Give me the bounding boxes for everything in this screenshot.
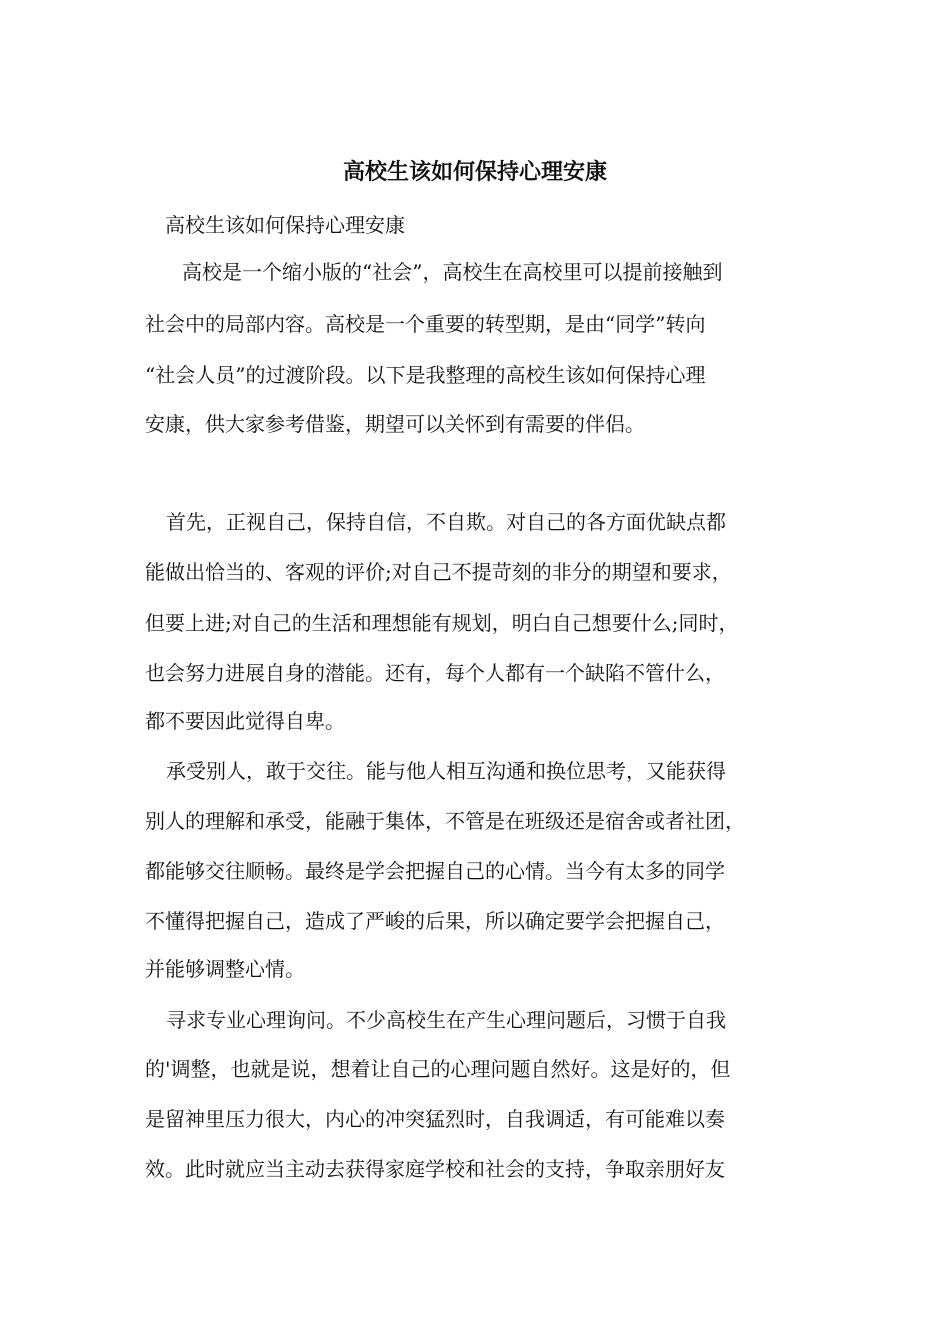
paragraph-2-line-1: 首先，正视自己，保持自信，不自欺。对自己的各方面优缺点都 [166,510,726,534]
paragraph-1-line-1: 高校是一个缩小版的“社会”，高校生在高校里可以提前接触到 [182,260,723,284]
paragraph-3-line-3: 都能够交往顺畅。最终是学会把握自己的心情。当今有太多的同学 [145,859,725,883]
paragraph-1-line-4: 安康，供大家参考借鉴，期望可以关怀到有需要的伴侣。 [145,412,645,436]
paragraph-2-line-2: 能做出恰当的、客观的评价;对自己不提苛刻的非分的期望和要求， [145,560,732,584]
document-subtitle: 高校生该如何保持心理安康 [165,213,405,237]
paragraph-1-line-3: “社会人员”的过渡阶段。以下是我整理的高校生该如何保持心理 [145,363,706,387]
paragraph-2-line-5: 都不要因此觉得自卑。 [145,709,345,733]
paragraph-2-line-3: 但要上进;对自己的生活和理想能有规划，明白自己想要什么;同时， [145,611,739,635]
paragraph-4-line-4: 效。此时就应当主动去获得家庭学校和社会的支持，争取亲朋好友 [145,1157,725,1181]
paragraph-3-line-1: 承受别人，敢于交往。能与他人相互沟通和换位思考，又能获得 [166,759,726,783]
paragraph-3-line-5: 并能够调整心情。 [145,957,305,981]
document-title: 高校生该如何保持心理安康 [342,159,607,185]
paragraph-3-line-4: 不懂得把握自己，造成了严峻的后果，所以确定要学会把握自己， [145,909,725,933]
paragraph-4-line-1: 寻求专业心理询问。不少高校生在产生心理问题后，习惯于自我 [166,1008,726,1032]
paragraph-4-line-2: 的'调整，也就是说，想着让自己的心理问题自然好。这是好的，但 [145,1057,731,1081]
paragraph-2-line-4: 也会努力进展自身的潜能。还有，每个人都有一个缺陷不管什么， [145,661,725,685]
paragraph-1-line-2: 社会中的局部内容。高校是一个重要的转型期，是由“同学”转向 [145,312,706,336]
paragraph-4-line-3: 是留神里压力很大，内心的冲突猛烈时，自我调适，有可能难以奏 [145,1107,725,1131]
paragraph-3-line-2: 别人的理解和承受，能融于集体，不管是在班级还是宿舍或者社团， [145,809,745,833]
